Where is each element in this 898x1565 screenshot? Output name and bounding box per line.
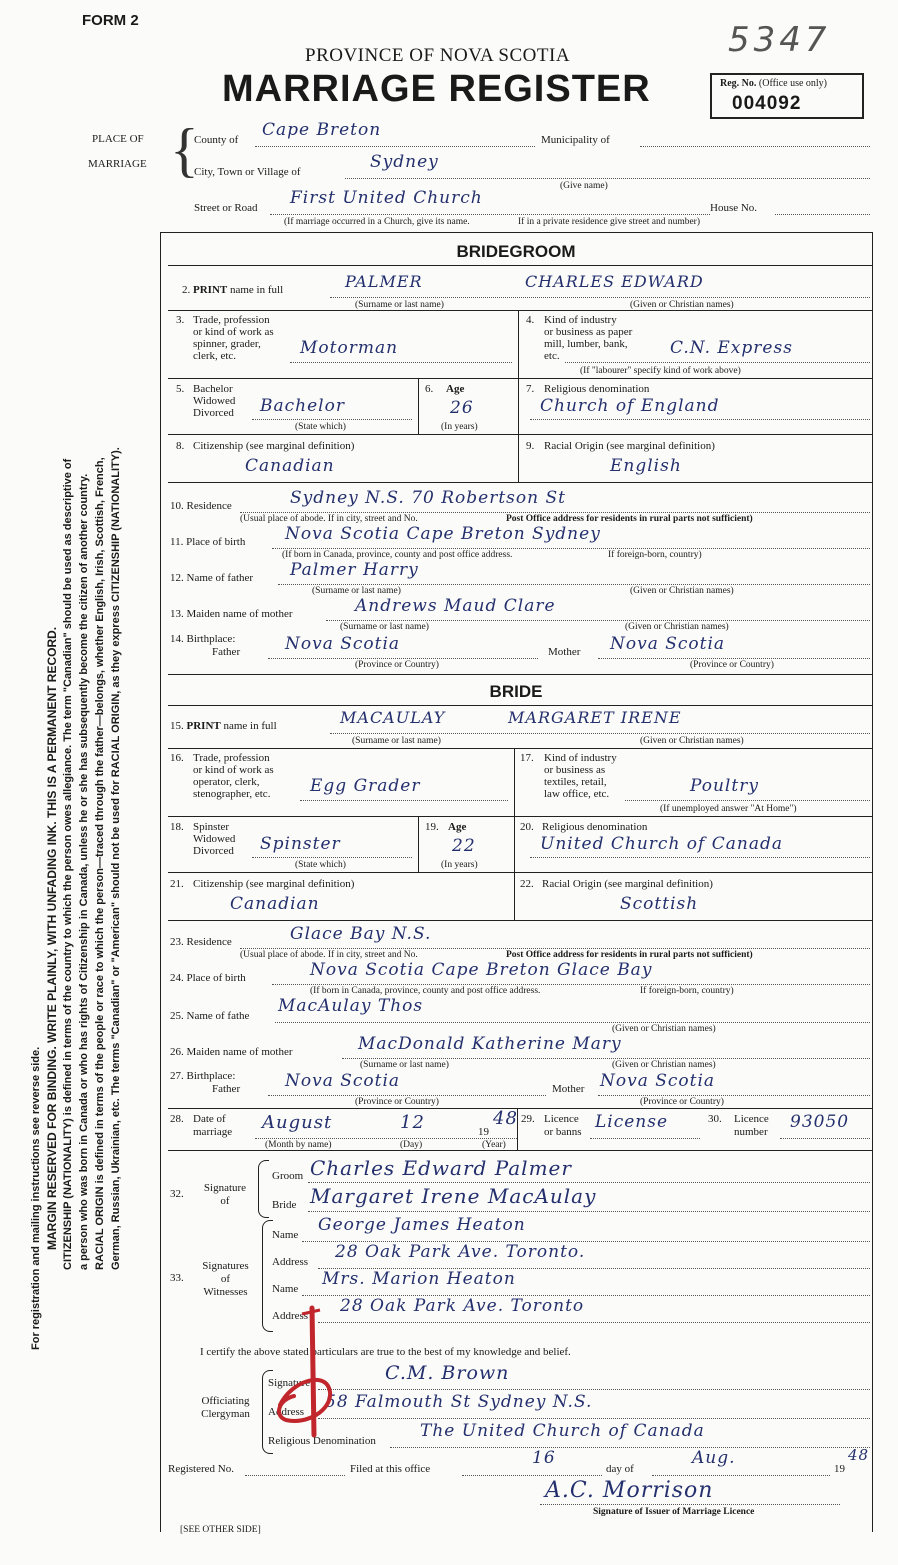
field-13-label: Maiden name of mother [186,608,293,620]
field-16-label-1: Trade, profession [193,752,270,764]
field-5-label-2: Widowed [193,395,236,407]
street-label: Street or Road [194,202,258,214]
field-4-label-2: or business as paper [544,326,633,338]
filed-year-prefix: 19 [834,1463,845,1475]
field-22-label: Racial Origin (see marginal definition) [542,878,713,890]
field-29-number: 29. [521,1113,535,1125]
marriage-year: 48 [493,1108,518,1129]
witness1-address: 28 Oak Park Ave. Toronto. [335,1242,586,1262]
bride-citizenship: Canadian [230,894,320,914]
filed-label: Filed at this office [350,1463,431,1475]
field-3-number: 3. [176,314,185,326]
groom-surname: PALMER [345,272,423,291]
field-12-label: Name of father [186,572,254,584]
city-label: City, Town or Village of [194,166,301,178]
bride-surname-caption: (Surname or last name) [352,736,441,746]
bride-signature: Margaret Irene MacAulay [310,1184,597,1208]
print-label: PRINT [193,284,228,296]
field-16-label-3: operator, clerk, [193,776,260,788]
see-other-side: [SEE OTHER SIDE] [180,1525,261,1535]
day-caption: (Day) [400,1140,423,1150]
witness2-name: Mrs. Marion Heaton [322,1269,516,1289]
margin-line-6: German, Russian, Ukrainian, etc. The terms "Canadian" or "American" should not be used for RACIAL ORIGIN, as they express CITIZENSHIP (NATIONALITY). [110,447,122,1270]
field-17-label-2: or business as [544,764,606,776]
field-10-label: Residence [186,500,232,512]
field-25-given-caption: (Given or Christian names) [612,1024,716,1034]
groom-father: Palmer Harry [290,560,419,580]
margin-line-4: a person who was born in Canada or who has rights of Citizenship in Canada, unless he or she has subsequently become the citizen of another country. [78,473,90,1270]
bride-status: Spinster [260,834,341,854]
reg-office-use: (Office use only) [758,78,828,89]
field-10-number: 10. [170,500,184,512]
field-4-number: 4. [526,314,535,326]
margin-line-3: CITIZENSHIP (NATIONALITY) is defined in terms of the country to which the person owes allegiance. The term "Canadian" should be used as descriptive of [62,458,74,1270]
groom-citizenship: Canadian [245,456,335,476]
church-note: (If marriage occurred in a Church, give its name. [284,217,470,227]
page-title: MARRIAGE REGISTER [222,68,651,110]
bride-sig-label: Bride [272,1199,297,1211]
field-17-label-4: law office, etc. [544,788,610,800]
name-in-full-label: name in full [229,284,284,296]
groom-sig-label: Groom [272,1170,304,1182]
groom-given-caption: (Given or Christian names) [630,300,734,310]
field-19-label: Age [448,821,467,833]
red-check-mark [272,1300,342,1450]
groom-father-birthplace: Nova Scotia [285,634,401,654]
field-32-label-2: of [220,1195,230,1207]
field-15-number: 15. [170,720,184,732]
field-20-number: 20. [520,821,534,833]
form-id: FORM 2 [82,12,139,29]
margin-line-2: MARGIN RESERVED FOR BINDING. WRITE PLAINLY, WITH UNFADING INK. THIS IS A PERMANENT RECORD. [45,626,59,1250]
field-33-label-3: Witnesses [203,1286,248,1298]
field-23-caption-1: (Usual place of abode. If in city, street and No. [240,950,418,960]
field-27-number: 27. [170,1070,184,1082]
groom-state-which: (State which) [295,422,346,432]
field-5-label-3: Divorced [193,407,234,419]
bride-state-which: (State which) [295,860,346,870]
clergy-label-2: Clergyman [201,1408,250,1420]
field-17-number: 17. [520,752,534,764]
field-29-label-1: Licence [544,1113,579,1125]
groom-mother-birthplace: Nova Scotia [610,634,726,654]
field-14-mother-caption: (Province or Country) [690,660,774,670]
witness1-name: George James Heaton [318,1215,526,1235]
field-23-label: Residence [186,936,232,948]
field-33-label-1: Signatures [202,1260,249,1272]
field-12-given-caption: (Given or Christian names) [630,586,734,596]
issuer-signature: A.C. Morrison [545,1478,714,1503]
licence-or-banns: License [595,1112,669,1132]
stamp-number: 5347 [728,20,831,60]
field-24-number: 24. [170,972,184,984]
field-27-father-caption: (Province or Country) [355,1097,439,1107]
witness2-address: 28 Oak Park Ave. Toronto [340,1296,585,1316]
bride-given-caption: (Given or Christian names) [640,736,744,746]
house-label: House No. [710,202,758,214]
field-14-label: Birthplace: [186,633,236,645]
place-brace: { [170,117,199,183]
groom-mother: Andrews Maud Clare [355,596,556,616]
field-24-label: Place of birth [186,972,246,984]
field-25-label: Name of fathe [186,1010,250,1022]
field-5-number: 5. [176,383,185,395]
field-24-caption-1: (If born in Canada, province, county and post office address. [310,986,541,996]
bride-surname: MACAULAY [340,708,446,727]
field-14-father-label: Father [212,646,241,658]
field-2-number: 2. [182,284,191,296]
give-name-caption: (Give name) [560,181,608,191]
field-10-caption-1: (Usual place of abode. If in city, street and No. [240,514,418,524]
groom-status: Bachelor [260,396,345,416]
bride-age: 22 [452,836,476,856]
field-5-label-1: Bachelor [193,383,233,395]
field-18-label-1: Spinster [193,821,230,833]
field-3-label-4: clerk, etc. [193,350,237,362]
margin-line-1: For registration and mailing instructions see reverse side. [30,1046,42,1350]
field-11-number: 11. [170,536,184,548]
field-33-number: 33. [170,1272,184,1284]
field-23-caption-2: Post Office address for residents in rural parts not sufficient) [506,950,753,960]
licence-number: 93050 [790,1112,850,1132]
groom-residence: Sydney N.S. 70 Robertson St [290,488,566,508]
field-22-number: 22. [520,878,534,890]
marriage-day: 12 [400,1112,425,1133]
field-19-number: 19. [425,821,439,833]
groom-racial-origin: English [610,456,682,476]
reg-number: 004092 [732,93,802,114]
witness1-address-label: Address [272,1256,309,1268]
field-10-caption-2: Post Office address for residents in rural parts not sufficient) [506,514,753,524]
witness2-name-label: Name [272,1283,299,1295]
clergy-signature-label: Signature [268,1377,311,1389]
field-17-label-1: Kind of industry [544,752,617,764]
clergy-address: 58 Falmouth St Sydney N.S. [325,1392,593,1412]
bridegroom-heading: BRIDEGROOM [456,242,576,261]
witness2-address-label: Address [272,1310,309,1322]
clergy-denomination-label: Religious Denomination [268,1435,376,1447]
certify-statement: I certify the above stated particulars are true to the best of my knowledge and belief. [200,1346,571,1358]
bride-mother: MacDonald Katherine Mary [358,1034,622,1054]
field-21-label: Citizenship (see marginal definition) [193,878,355,890]
field-8-number: 8. [176,440,185,452]
field-24-caption-2: If foreign-born, country) [640,986,734,996]
field-12-surname-caption: (Surname or last name) [312,586,401,596]
field-27-mother-caption: (Province or Country) [640,1097,724,1107]
field-9-number: 9. [526,440,535,452]
field-30-number: 30. [708,1113,722,1125]
bride-trade: Egg Grader [310,776,421,796]
bride-racial-origin: Scottish [620,894,699,914]
clergy-label-1: Officiating [201,1395,250,1407]
field-3-label-1: Trade, profession [193,314,270,326]
field-27-label: Birthplace: [186,1070,236,1082]
registered-no-label: Registered No. [168,1463,234,1475]
bride-print-label: PRINT [186,720,221,732]
witness1-name-label: Name [272,1229,299,1241]
field-6-number: 6. [425,383,434,395]
field-12-number: 12. [170,572,184,584]
field-32-label-1: Signature [203,1182,247,1194]
field-26-number: 26. [170,1046,184,1058]
groom-in-years: (In years) [441,422,478,432]
field-27-mother-label: Mother [552,1083,585,1095]
field-18-number: 18. [170,821,184,833]
field-14-mother-label: Mother [548,646,581,658]
margin-instructions [28,50,124,1400]
field-7-label: Religious denomination [544,383,650,395]
filed-day: 16 [532,1448,556,1468]
field-11-caption-1: (If born in Canada, province, county and post office address. [282,550,513,560]
field-3-label-2: or kind of work as [193,326,274,338]
province-title: PROVINCE OF NOVA SCOTIA [305,45,571,66]
field-13-given-caption: (Given or Christian names) [625,622,729,632]
field-3-label-3: spinner, grader, [193,338,261,350]
field-28-label-1: Date of [193,1113,226,1125]
bride-given-names: MARGARET IRENE [508,708,682,727]
place-label-2: MARRIAGE [88,158,147,170]
groom-industry: C.N. Express [670,338,793,358]
field-14-number: 14. [170,633,184,645]
groom-surname-caption: (Surname or last name) [355,300,444,310]
bride-father-birthplace: Nova Scotia [285,1071,401,1091]
field-27-father-label: Father [212,1083,241,1095]
bride-religion: United Church of Canada [540,834,783,854]
field-16-number: 16. [170,752,184,764]
bride-name-in-full-label: name in full [223,720,277,732]
field-18-label-2: Widowed [193,833,236,845]
clergy-address-label: Address [268,1406,305,1418]
year-caption: (Year) [482,1140,506,1150]
reg-label: Reg. No. [720,78,757,89]
field-21-number: 21. [170,878,184,890]
field-7-number: 7. [526,383,535,395]
field-16-label-2: or kind of work as [193,764,274,776]
bride-in-years: (In years) [441,860,478,870]
field-4-label-3: mill, lumber, bank, [544,338,628,350]
county-value: Cape Breton [262,120,382,140]
issuer-caption: Signature of Issuer of Marriage Licence [593,1507,755,1517]
groom-given-names: CHARLES EDWARD [525,272,704,291]
field-17-note: (If unemployed answer "At Home") [660,804,797,814]
field-16-label-4: stenographer, etc. [193,788,271,800]
field-17-label-3: textiles, retail, [544,776,607,788]
county-label: County of [194,134,239,146]
residence-note: If in a private residence give street and number) [518,217,701,227]
groom-trade: Motorman [300,338,399,358]
field-25-number: 25. [170,1010,184,1022]
field-28-number: 28. [170,1113,184,1125]
city-value: Sydney [370,152,439,172]
field-6-label: Age [446,383,465,395]
field-26-surname-caption: (Surname or last name) [360,1060,449,1070]
field-13-surname-caption: (Surname or last name) [340,622,429,632]
field-32-number: 32. [170,1188,184,1200]
field-11-label: Place of birth [186,536,246,548]
field-4-note: (If "labourer" specify kind of work above) [580,366,741,376]
field-20-label: Religious denomination [542,821,648,833]
field-18-label-3: Divorced [193,845,234,857]
field-33-label-2: of [220,1273,231,1285]
field-9-label: Racial Origin (see marginal definition) [544,440,715,452]
field-26-given-caption: (Given or Christian names) [612,1060,716,1070]
field-13-number: 13. [170,608,184,620]
field-30-label-1: Licence [734,1113,769,1125]
place-label-1: PLACE OF [92,133,144,145]
bride-birthplace: Nova Scotia Cape Breton Glace Bay [310,960,653,980]
field-4-label-4: etc. [544,350,560,362]
groom-age: 26 [450,398,474,418]
filed-year: 48 [848,1446,870,1464]
groom-birthplace: Nova Scotia Cape Breton Sydney [285,524,601,544]
reg-number-box [710,73,864,119]
field-11-caption-2: If foreign-born, country) [608,550,702,560]
margin-line-5: RACIAL ORIGIN is defined in terms of the people or race to which the person—traced through the father—belongs, whether English, Irish, Scottish, French, [94,457,106,1270]
marriage-month: August [262,1112,333,1133]
month-caption: (Month by name) [265,1140,332,1150]
bride-heading: BRIDE [489,682,543,701]
bride-father: MacAulay Thos [278,996,424,1016]
field-26-label: Maiden name of mother [186,1046,293,1058]
clergy-denomination: The United Church of Canada [420,1421,705,1441]
field-4-label-1: Kind of industry [544,314,617,326]
field-23-number: 23. [170,936,184,948]
field-8-label: Citizenship (see marginal definition) [193,440,355,452]
day-of-label: day of [606,1463,634,1475]
field-14-father-caption: (Province or Country) [355,660,439,670]
filed-month: Aug. [692,1448,736,1468]
municipality-label: Municipality of [541,134,610,146]
bride-industry: Poultry [690,776,759,796]
marriage-year-prefix: 19 [478,1126,489,1138]
groom-signature: Charles Edward Palmer [310,1156,572,1180]
groom-religion: Church of England [540,396,720,416]
clergy-signature: C.M. Brown [385,1362,510,1384]
field-29-label-2: or banns [544,1126,582,1138]
street-value: First United Church [290,188,483,208]
field-30-label-2: number [734,1126,768,1138]
bride-mother-birthplace: Nova Scotia [600,1071,716,1091]
field-28-label-2: marriage [193,1126,233,1138]
bride-residence: Glace Bay N.S. [290,924,432,944]
